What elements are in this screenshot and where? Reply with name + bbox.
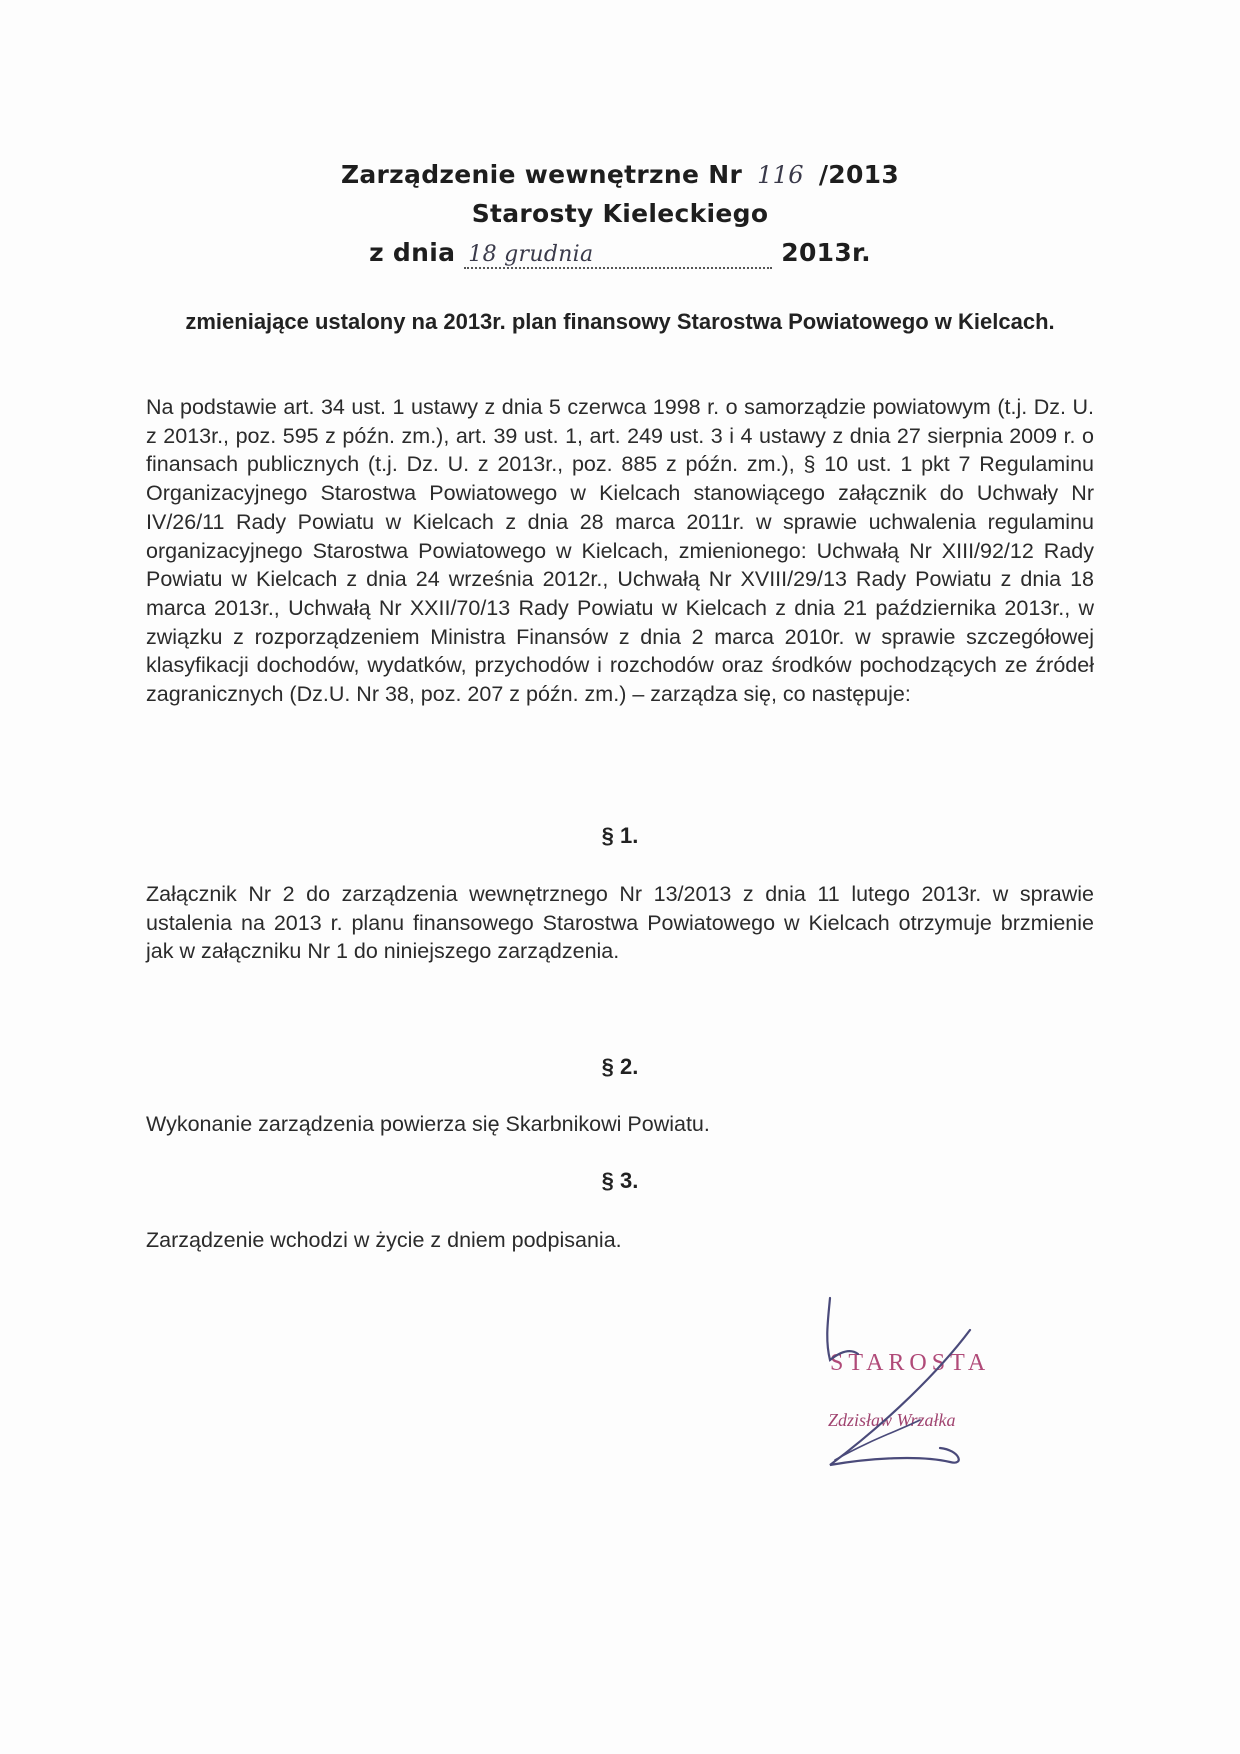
section-2-text: Wykonanie zarządzenia powierza się Skarbnikowi Powiatu. xyxy=(146,1112,710,1136)
handwritten-signature xyxy=(810,1290,1030,1470)
section-3-text: Zarządzenie wchodzi w życie z dniem podpisania. xyxy=(146,1228,622,1252)
stamp-title: STAROSTA xyxy=(830,1350,991,1376)
handwritten-number: 116 xyxy=(757,161,804,189)
document-title xyxy=(0,160,1240,189)
section-3-mark: § 3. xyxy=(601,1168,639,1193)
title-suffix: /2013 xyxy=(818,160,900,189)
document-issuer: Starosty Kieleckiego xyxy=(471,199,769,228)
section-2-mark: § 2. xyxy=(601,1054,639,1079)
stamp-name: Zdzisław Wrzałka xyxy=(828,1410,956,1430)
document-subtitle: zmieniające ustalony na 2013r. plan finansowy Starostwa Powiatowego w Kielcach. xyxy=(185,309,1055,334)
date-prefix: z dnia xyxy=(369,238,456,267)
handwritten-date: 18 grudnia xyxy=(464,242,772,269)
section-1-text: Załącznik Nr 2 do zarządzenia wewnętrznego Nr 13/2013 z dnia 11 lutego 2013r. w sprawie ustalenia na 2013 r. planu finansowego Starostwa Powiatowego w Kielcach otrzymuje brzmienie jak w załączniku Nr 1 do niniejszego zarządzenia. xyxy=(146,882,1094,964)
date-suffix: 2013r. xyxy=(781,238,871,267)
legal-basis-paragraph: Na podstawie art. 34 ust. 1 ustawy z dnia 5 czerwca 1998 r. o samorządzie powiatowym (t.j. Dz. U. z 2013r., poz. 595 z późn. zm.), art. 39 ust. 1, art. 249 ust. 3 i 4 ustawy z dnia 27 sierpnia 2009 r. o finansach publicznych (t.j. Dz. U. z 2013r., poz. 885 z późn. zm.), § 10 ust. 1 pkt 7 Regulaminu Organizacyjnego Starostwa Powiatowego w Kielcach stanowiącego załącznik do Uchwały Nr IV/26/11 Rady Powiatu w Kielcach z dnia 28 marca 2011r. w sprawie uchwalenia regulaminu organizacyjnego Starostwa Powiatowego w Kielcach, zmienionego: Uchwałą Nr XIII/92/12 Rady Powiatu w Kielcach z dnia 24 września 2012r., Uchwałą Nr XVIII/29/13 Rady Powiatu z dnia 18 marca 2013r., Uchwałą Nr XXII/70/13 Rady Powiatu w Kielcach z dnia 21 października 2013r., w związku z rozporządzeniem Ministra Finansów z dnia 2 marca 2010r. w sprawie szczegółowej klasyfikacji dochodów, wydatków, przychodów i rozchodów oraz środków pochodzących ze źródeł zagranicznych (Dz.U. Nr 38, poz. 207 z późn. zm.) – zarządza się, co następuje: xyxy=(146,395,1094,707)
document-date xyxy=(0,238,1240,269)
section-1-mark: § 1. xyxy=(601,823,639,848)
title-prefix: Zarządzenie wewnętrzne Nr xyxy=(340,160,743,189)
